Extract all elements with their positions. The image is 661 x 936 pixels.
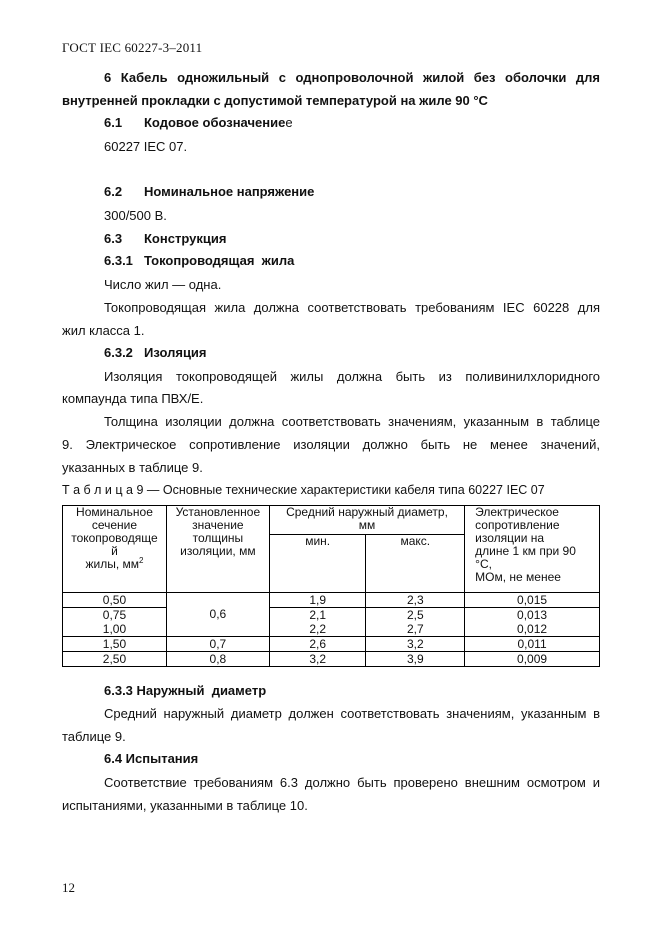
section-6-3-2-paragraph-1-line1: Изоляция токопроводящей жилы должна быть из поливинилхлоридного: [104, 369, 600, 384]
section-6-2-number: 6.2: [104, 184, 123, 199]
header-insulation-resistance-line: изоляции на: [475, 531, 545, 545]
cell-resistance: 0,015: [465, 593, 600, 608]
section-6-3-2-paragraph-2-line1: Толщина изоляции должна соответствовать значениям, указанным в таблице: [104, 414, 600, 429]
header-nominal-section-unit: жилы, мм: [85, 557, 139, 571]
section-6-3-2-number: 6.3.2: [104, 345, 133, 360]
header-nominal-section-last-line: [65, 558, 164, 571]
table-9-caption-label: Т а б л и ц а 9: [62, 483, 144, 497]
table-9: [62, 505, 600, 667]
header-outer-diameter: [269, 506, 464, 535]
header-insulation-thickness-line: толщины: [192, 531, 244, 545]
cell-diameter-max: 2,5: [366, 608, 465, 623]
header-insulation-thickness-line: изоляции, мм: [180, 544, 256, 558]
section-6-3-1-paragraph-1: Число жил — одна.: [104, 277, 222, 292]
section-6-3-2-title: Изоляция: [144, 345, 207, 360]
cell-diameter-min: 1,9: [269, 593, 366, 608]
table-9-caption: [62, 483, 545, 497]
section-6-3-title: Конструкция: [144, 231, 227, 246]
header-nominal-section-line: сечение: [91, 518, 138, 532]
table-row: [63, 637, 600, 652]
section-6-title-line2: внутренней прокладки с допустимой температурой на жиле 90 °С: [62, 93, 488, 108]
section-6-3-2-paragraph-1-line2: компаунда типа ПВХ/Е.: [62, 391, 204, 406]
cell-thickness: 0,7: [166, 637, 269, 652]
cell-diameter-min: 2,6: [269, 637, 366, 652]
cell-diameter-max: 2,3: [366, 593, 465, 608]
header-insulation-resistance-line: сопротивление: [475, 518, 560, 532]
cell-diameter-max: 2,7: [366, 622, 465, 637]
table-9-caption-text: — Основные технические характеристики кабеля типа 60227 IEC 07: [143, 483, 545, 497]
section-6-1-title: Кодовое обозначение: [144, 115, 286, 130]
section-6-1-heading: [144, 115, 293, 131]
cell-section: 1,50: [63, 637, 167, 652]
page-number: 12: [62, 880, 75, 895]
cell-resistance: 0,011: [465, 637, 600, 652]
cell-section: 0,75: [63, 608, 167, 623]
table-row: [63, 652, 600, 667]
section-6-3-1-number: 6.3.1: [104, 253, 133, 268]
section-6-4-paragraph-line2: испытаниями, указанными в таблице 10.: [62, 798, 308, 813]
header-nominal-section: [63, 506, 167, 593]
section-6-4-paragraph-line1: Соответствие требованиям 6.3 должно быть проверено внешним осмотром и: [104, 775, 600, 790]
cell-resistance: 0,012: [465, 622, 600, 637]
header-outer-diameter-line: мм: [358, 518, 376, 532]
section-6-3-1-paragraph-2-line2: жил класса 1.: [62, 323, 145, 338]
section-6-3-2-paragraph-2-line3: указанных в таблице 9.: [62, 460, 203, 475]
header-diameter-max: макс.: [366, 535, 465, 593]
header-nominal-section-line: токопроводяще: [71, 531, 158, 545]
cell-thickness: 0,8: [166, 652, 269, 667]
cell-diameter-min: 3,2: [269, 652, 366, 667]
cell-diameter-min: 2,1: [269, 608, 366, 623]
cell-diameter-min: 2,2: [269, 622, 366, 637]
header-nominal-section-sup: 2: [139, 556, 144, 565]
header-insulation-resistance-line: °С,: [475, 557, 492, 571]
section-6-3-3-paragraph-line2: таблице 9.: [62, 729, 126, 744]
header-insulation-resistance-line: длине 1 км при 90: [475, 544, 576, 558]
section-6-3-1-title: Токопроводящая жила: [144, 253, 295, 268]
section-6-2-title: Номинальное напряжение: [144, 184, 315, 199]
section-6-3-3-title: 6.3.3 Наружный диаметр: [104, 683, 267, 698]
cell-section: 1,00: [63, 622, 167, 637]
header-insulation-thickness: [166, 506, 269, 593]
section-6-3-number: 6.3: [104, 231, 123, 246]
section-6-3-2-paragraph-2-line2: 9. Электрическое сопротивление изоляции должно быть не менее значений,: [62, 437, 600, 452]
header-insulation-resistance-line: МОм, не менее: [475, 570, 561, 584]
section-6-4-title: 6.4 Испытания: [104, 751, 199, 766]
table-row: [63, 593, 600, 608]
header-insulation-thickness-line: значение: [192, 518, 244, 532]
cell-resistance: 0,013: [465, 608, 600, 623]
header-outer-diameter-line: Средний наружный диаметр,: [286, 505, 448, 519]
cell-section: 2,50: [63, 652, 167, 667]
table-row: [63, 608, 600, 623]
header-insulation-resistance: [465, 506, 600, 593]
header-insulation-resistance-line: Электрическое: [475, 505, 559, 519]
table-row: [63, 622, 600, 637]
document-header: ГОСТ IEC 60227-3–2011: [62, 40, 203, 55]
cell-diameter-max: 3,9: [366, 652, 465, 667]
header-diameter-min: мин.: [269, 535, 366, 593]
section-6-3-3-paragraph-line1: Средний наружный диаметр должен соответствовать значениям, указанным в: [104, 706, 600, 721]
cell-section: 0,50: [63, 593, 167, 608]
header-nominal-section-line: й: [111, 544, 118, 558]
section-6-1-value: 60227 IEC 07.: [104, 139, 188, 154]
section-6-3-1-paragraph-2-line1: Токопроводящая жила должна соответствовать требованиям IEC 60228 для: [104, 300, 600, 315]
section-6-2-value: 300/500 В.: [104, 208, 167, 223]
section-6-1-number: 6.1: [104, 115, 123, 130]
header-insulation-thickness-line: Установленное: [175, 505, 261, 519]
header-nominal-section-line: Номинальное: [76, 505, 153, 519]
cell-diameter-max: 3,2: [366, 637, 465, 652]
section-6-1-title-tail: е: [285, 115, 293, 130]
cell-resistance: 0,009: [465, 652, 600, 667]
section-6-title-line1: 6 Кабель одножильный с однопроволочной жилой без оболочки для: [104, 70, 600, 85]
cell-thickness: 0,6: [166, 593, 269, 637]
